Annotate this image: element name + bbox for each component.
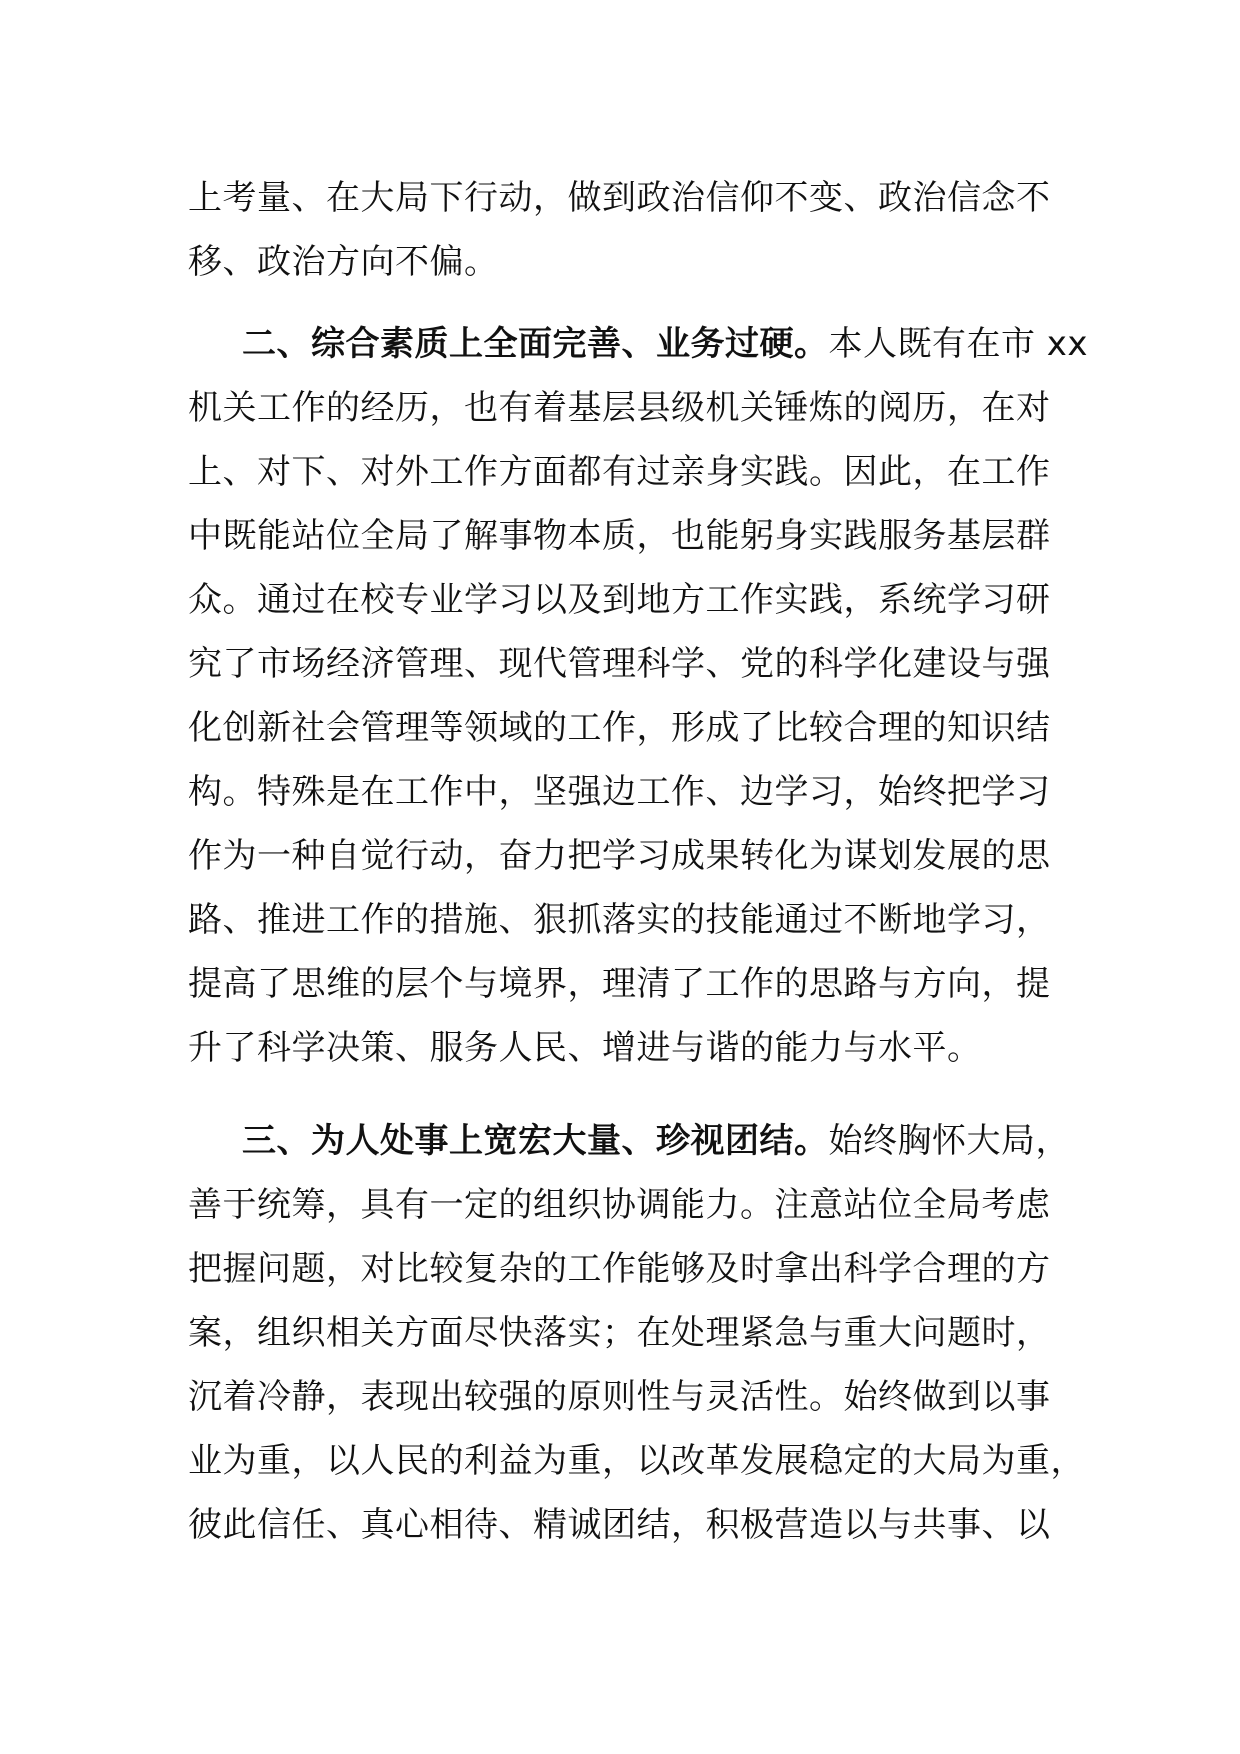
paragraph-line: 沉着冷静，表现出较强的原则性与灵活性。始终做到以事 xyxy=(188,1377,1051,1417)
paragraph-line: 彼此信任、真心相待、精诚团结，积极营造以与共事、以 xyxy=(188,1505,1051,1545)
section-heading: 三、为人处事上宽宏大量、珍视团结。 xyxy=(242,1121,829,1161)
paragraph-line: 究了市场经济管理、现代管理科学、党的科学化建设与强 xyxy=(188,644,1051,684)
paragraph-line: 中既能站位全局了解事物本质，也能躬身实践服务基层群 xyxy=(188,516,1051,556)
paragraph-line: 上考量、在大局下行动，做到政治信仰不变、政治信念不 xyxy=(188,178,1051,218)
section-heading: 二、综合素质上全面完善、业务过硬。 xyxy=(242,324,829,364)
paragraph-line: 把握问题，对比较复杂的工作能够及时拿出科学合理的方 xyxy=(188,1249,1051,1289)
paragraph-continuation xyxy=(188,166,1068,294)
paragraph-first-line xyxy=(188,312,1089,376)
paragraph-line: 构。特殊是在工作中，坚强边工作、边学习，始终把学习 xyxy=(188,772,1051,812)
paragraph-line: 案，组织相关方面尽快落实；在处理紧急与重大问题时， xyxy=(188,1313,1051,1353)
paragraph-line: 提高了思维的层个与境界，理清了工作的思路与方向，提 xyxy=(188,964,1051,1004)
paragraph-line-text: 本人既有在市 xx xyxy=(828,324,1089,364)
paragraph-line: 众。通过在校专业学习以及到地方工作实践，系统学习研 xyxy=(188,580,1051,620)
paragraph-line: 升了科学决策、服务人民、增进与谐的能力与水平。 xyxy=(188,1028,982,1068)
paragraph-line: 善于统筹，具有一定的组织协调能力。注意站位全局考虑 xyxy=(188,1185,1051,1225)
paragraph-first-line xyxy=(188,1109,1068,1173)
paragraph-comprehensive-quality xyxy=(188,312,1089,1080)
paragraph-line: 移、政治方向不偏。 xyxy=(188,242,499,282)
paragraph-line: 业为重，以人民的利益为重，以改革发展稳定的大局为重， xyxy=(188,1441,1085,1481)
paragraph-conduct xyxy=(188,1109,1085,1557)
paragraph-line: 化创新社会管理等领域的工作，形成了比较合理的知识结 xyxy=(188,708,1051,748)
paragraph-line: 机关工作的经历，也有着基层县级机关锤炼的阅历，在对 xyxy=(188,388,1051,428)
paragraph-line-text: 始终胸怀大局， xyxy=(828,1121,1070,1161)
paragraph-line: 作为一种自觉行动，奋力把学习成果转化为谋划发展的思 xyxy=(188,836,1051,876)
paragraph-line: 上、对下、对外工作方面都有过亲身实践。因此，在工作 xyxy=(188,452,1051,492)
paragraph-line: 路、推进工作的措施、狠抓落实的技能通过不断地学习， xyxy=(188,900,1051,940)
